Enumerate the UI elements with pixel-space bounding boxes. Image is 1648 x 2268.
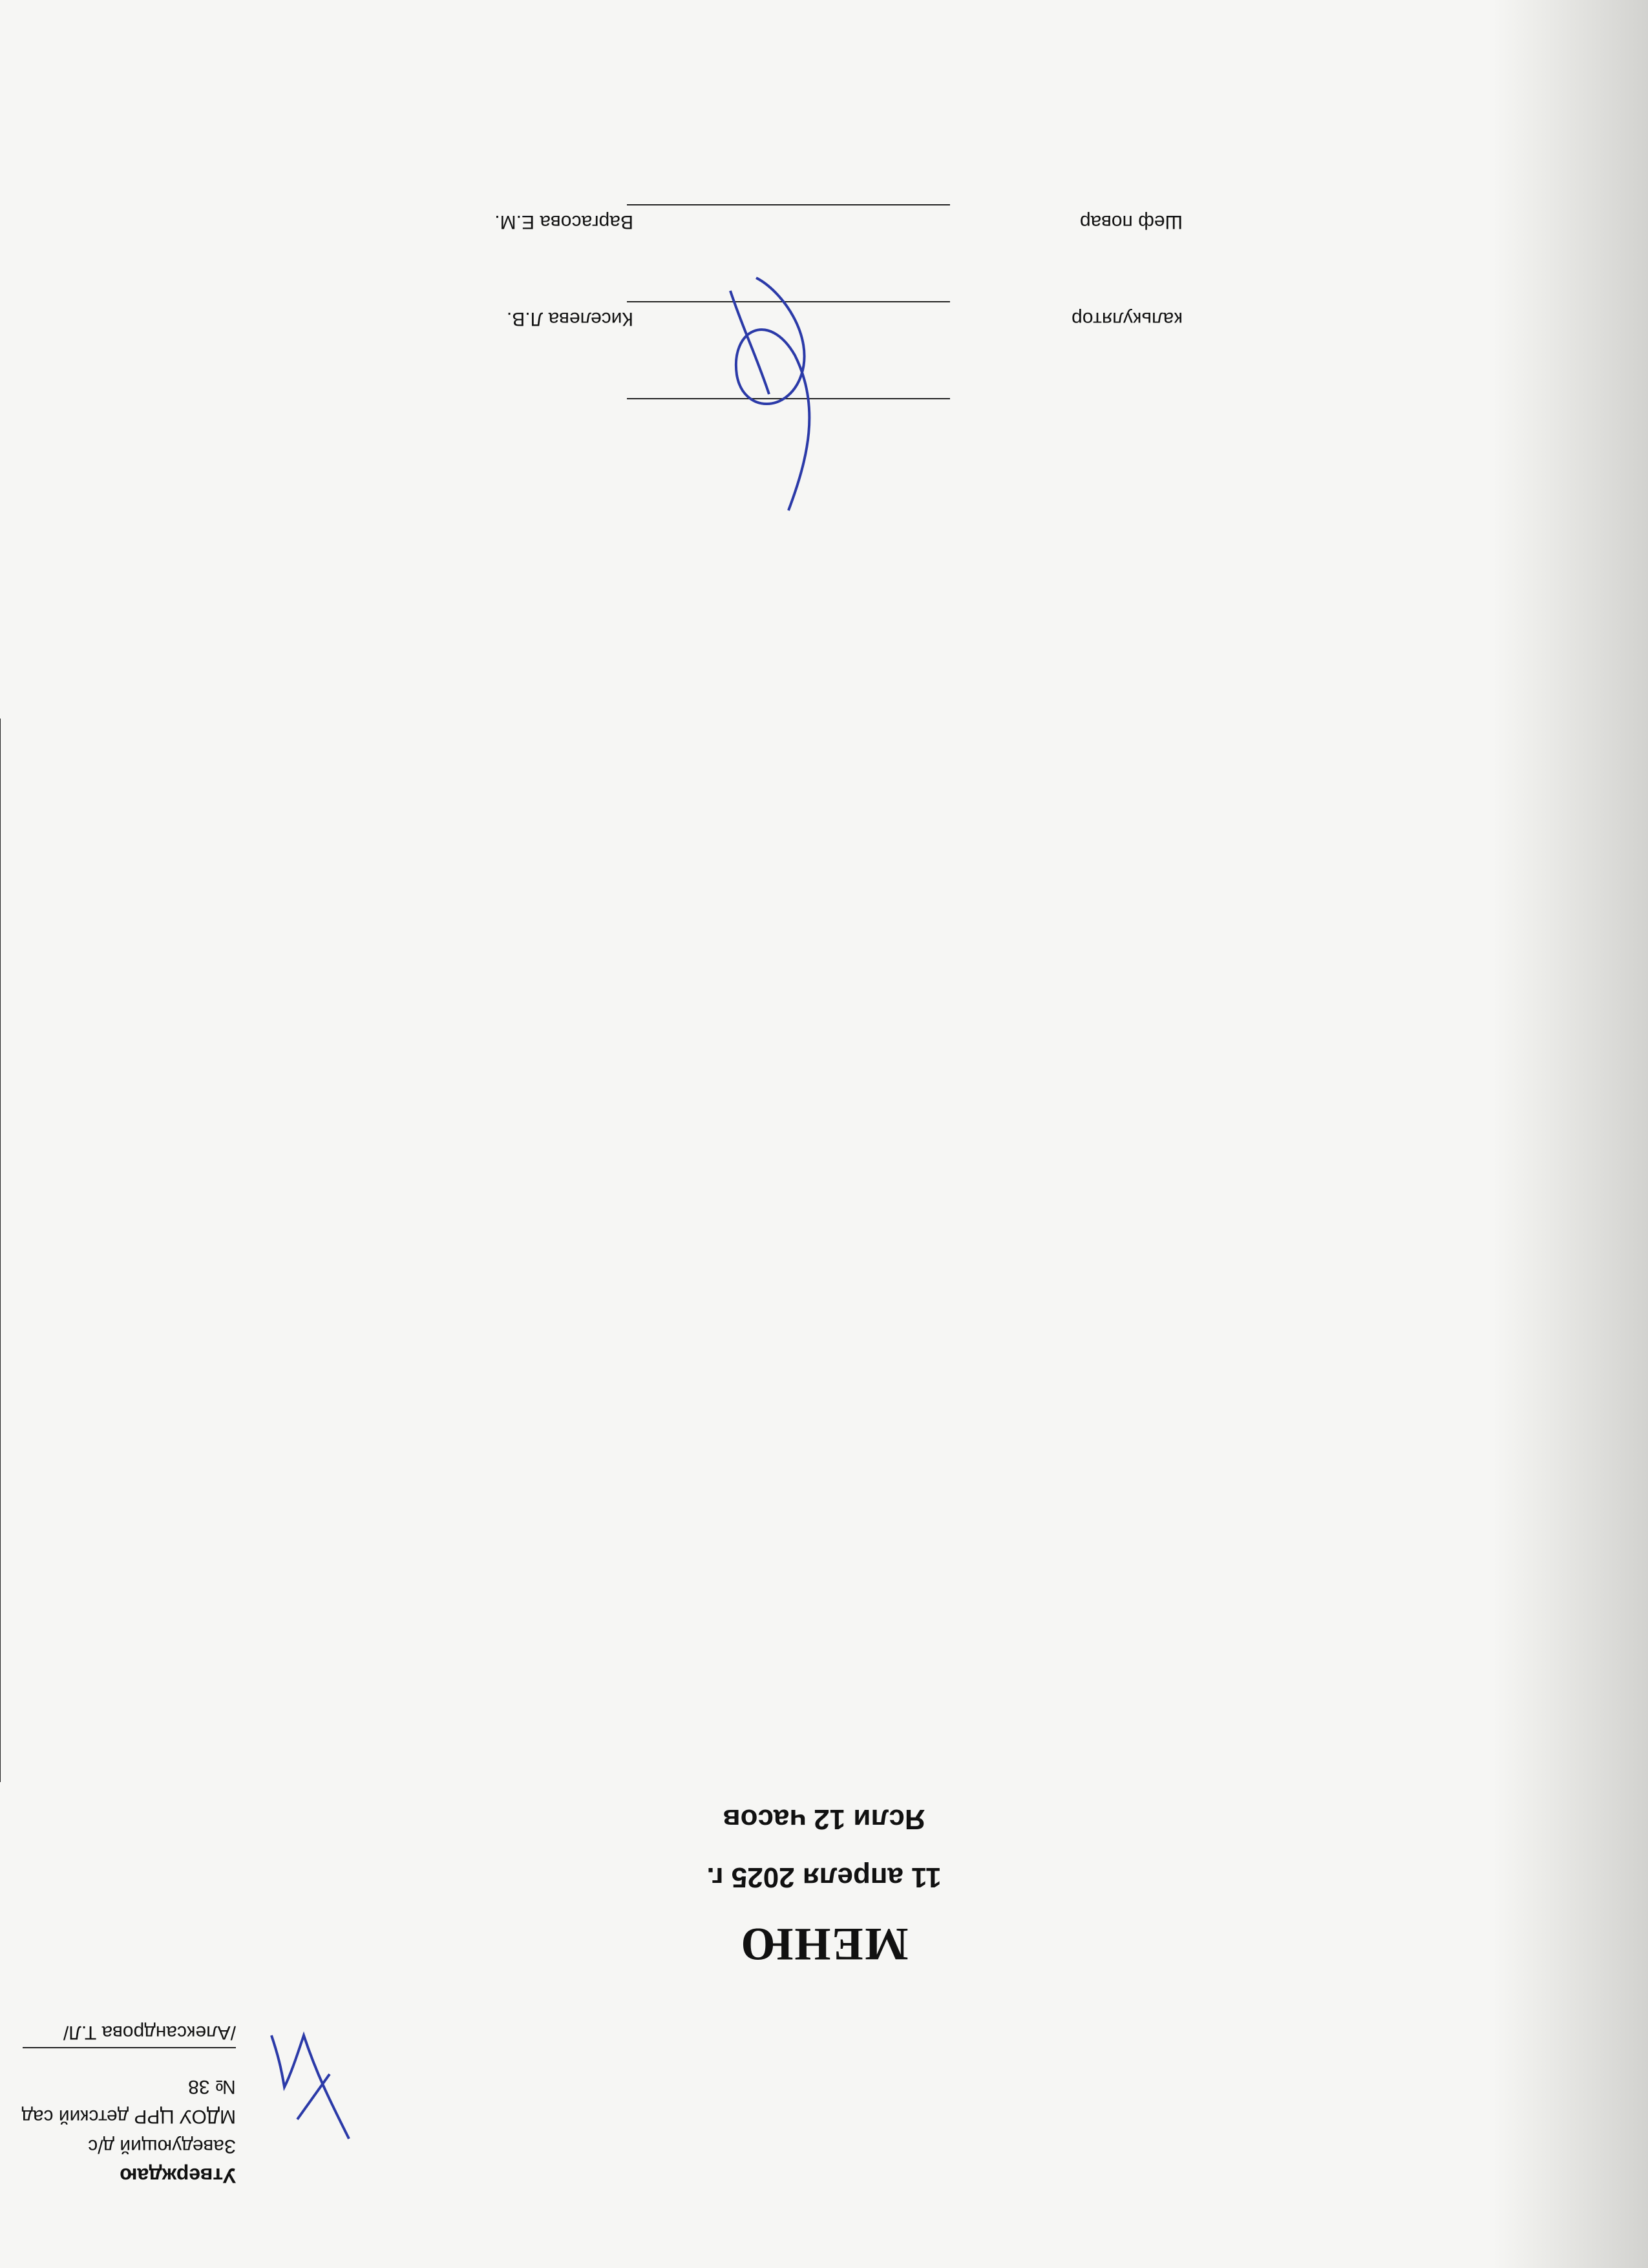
calculator-signature — [730, 278, 809, 510]
approval-heading: Утверждаю — [120, 2164, 236, 2187]
signature-name: Киселева Л.В. — [506, 308, 633, 330]
approval-position: Заведующий д/с — [88, 2136, 236, 2157]
menu-date: 11 апреля 2025 г. — [706, 1862, 942, 1893]
approval-name: /Александрова Т.Л/ — [63, 2022, 236, 2043]
director-signature — [271, 2035, 349, 2139]
group-name: Ясли 12 часов — [723, 1803, 925, 1835]
document-title: МЕНЮ — [739, 1918, 909, 1970]
signature-name: Варгасова Е.М. — [494, 211, 633, 233]
approval-organization: МДОУ ЦРР детский сад № 38 — [21, 2076, 236, 2127]
signature-role: Шеф повар — [1079, 211, 1183, 233]
signature-role: калькулятор — [1072, 308, 1183, 330]
